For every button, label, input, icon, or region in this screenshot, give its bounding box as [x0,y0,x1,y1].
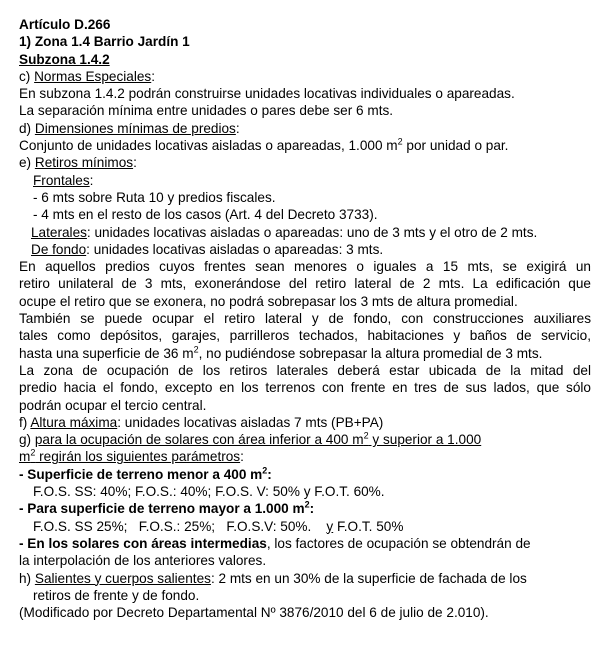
sub-over-1000-values-fot: F.O.T. 50% [333,518,404,534]
intermediate-areas-bold: - En los solares con áreas intermedias [19,535,267,551]
sub-over-1000-colon: : [309,501,315,517]
intermediate-areas-line-1 [19,535,591,552]
superscript: 2 [262,465,268,476]
retiro-paragraph-1-line-3: ocupe el retiro que se exonera, no podrá sobrepasar los 3 mts de altura promedial. [19,293,518,309]
retiro-paragraph-1-line-2: retiro unilateral de 3 mts, exonerándose del retiro lateral de 2 mts. La edificación que [19,276,591,292]
section-g-title-a-text: para la ocupación de solares con área inferior a 400 m [34,432,364,448]
section-c-colon: : [151,68,155,84]
retiro-paragraph-2-line-3 [19,345,591,362]
sub-over-1000-values [19,518,591,535]
section-g-title-b [19,449,240,464]
section-g-title-b-unit: m [19,449,31,465]
subzone-heading: Subzona 1.4.2 [19,51,110,67]
section-g-heading-line-2 [19,448,591,465]
retiro-paragraph-3-line-1: La zona de ocupación de los retiros laterales deberá estar ubicada de la mitad del [19,362,591,378]
fondo-text: : unidades locativas aisladas o apareadas: 3 mts. [86,241,384,257]
laterales-text: : unidades locativas aisladas o apareadas: uno de 3 mts y el otro de 2 mts. [86,224,538,240]
sub-over-1000-text: - Para superficie de terreno mayor a 1.000 m [19,501,305,517]
fondo-line [19,241,591,258]
frontales-colon: : [89,172,94,188]
section-d-heading [19,120,591,137]
retiro-paragraph-1-line-1: En aquellos predios cuyos frentes sean menores o iguales a 15 mts, se exigirá un [19,259,591,275]
section-c-heading [19,68,591,85]
superscript: 2 [363,430,369,441]
intermediate-areas-line-2: la interpolación de los anteriores valores. [19,553,267,569]
section-e-title: Retiros mínimos [34,155,134,171]
section-d-title: Dimensiones mínimas de predios [34,120,236,136]
section-c-line-1: En subzona 1.4.2 podrán construirse unidades locativas individuales o apareadas. [19,86,515,102]
section-g-prefix: g) [19,432,35,448]
sub-under-400-text: - Superficie de terreno menor a 400 m [19,466,263,482]
frontales-item-1: - 6 mts sobre Ruta 10 y predios fiscales. [33,189,276,205]
section-f-title: Altura máxima [30,414,118,430]
section-g-title-a-end: y superior a 1.000 [368,432,482,448]
sub-under-400-values: F.O.S. SS: 40%; F.O.S.: 40%; F.O.S. V: 50% y F.O.T. 60%. [33,484,385,500]
section-g-title-b-text: regirán los siguientes parámetros [35,449,241,465]
superscript: 2 [304,499,310,510]
section-c-title: Normas Especiales [34,68,152,84]
section-d-colon: : [235,120,240,136]
section-e-colon: : [133,155,137,171]
retiro-paragraph-2-text-a: hasta una superficie de 36 m [19,345,194,361]
section-d-text-end: por unidad o par. [402,138,509,154]
section-e-heading [19,154,591,171]
section-e-prefix: e) [19,155,35,171]
sub-under-400-heading [19,466,591,483]
section-d-text [19,137,591,154]
section-h-line-2: retiros de frente y de fondo. [33,587,200,603]
article-document [19,16,591,621]
section-c-line-2: La separación mínima entre unidades o pares debe ser 6 mts. [19,103,394,119]
sub-over-1000-values-y: y [326,518,334,534]
intermediate-areas-text: , los factores de ocupación se obtendrán de [266,535,531,551]
fondo-label: De fondo [31,241,87,257]
sub-over-1000-heading [19,500,591,517]
section-h-title: Salientes y cuerpos salientes [34,570,211,586]
section-f-text: : unidades locativas aisladas 7 mts (PB+PA) [117,414,384,430]
section-c-prefix: c) [19,68,35,84]
retiro-paragraph-2-line-2: tales como depósitos, garajes, parrilleros techados, habitaciones y baños de servicio, [19,328,591,344]
section-g-heading-line-1 [19,431,591,448]
frontales-heading [19,172,591,189]
section-f-prefix: f) [19,414,31,430]
laterales-line [19,224,591,241]
section-h-prefix: h) [19,570,35,586]
retiro-paragraph-2-line-1: También se puede ocupar el retiro lateral y de fondo, con construcciones auxiliares [19,311,591,327]
frontales-item-2: - 4 mts en el resto de los casos (Art. 4 del Decreto 3733). [33,207,378,223]
section-g-colon: : [240,449,244,465]
section-d-prefix: d) [19,120,35,136]
superscript: 2 [397,136,403,147]
section-g-title-a [35,432,481,447]
modification-note: (Modificado por Decreto Departamental Nº 3876/2010 del 6 de julio de 2.010). [19,605,489,621]
section-h-text: : 2 mts en un 30% de la superficie de fachada de los [210,570,527,586]
superscript: 2 [30,447,36,458]
retiro-paragraph-3-line-2: predio hacia el fondo, excepto en los terrenos con frente en tres de sus lados, que sólo [19,380,591,396]
zone-heading: 1) Zona 1.4 Barrio Jardín 1 [19,34,190,50]
laterales-label: Laterales [31,224,87,240]
retiro-paragraph-3-line-3: podrán ocupar el tercio central. [19,397,207,413]
sub-over-1000-values-text: F.O.S. SS 25%; F.O.S.: 25%; F.O.S.V: 50%. [33,518,327,534]
frontales-label: Frontales [33,172,90,188]
article-title: Artículo D.266 [19,17,111,32]
section-f-line [19,414,591,431]
superscript: 2 [193,344,199,355]
sub-under-400-colon: : [267,466,272,482]
retiro-paragraph-2-text-b: , no pudiéndose sobrepasar la altura promedial de 3 mts. [198,345,543,361]
section-d-text-main: Conjunto de unidades locativas aisladas o apareadas, 1.000 m [19,138,398,154]
section-h-line-1 [19,570,591,587]
